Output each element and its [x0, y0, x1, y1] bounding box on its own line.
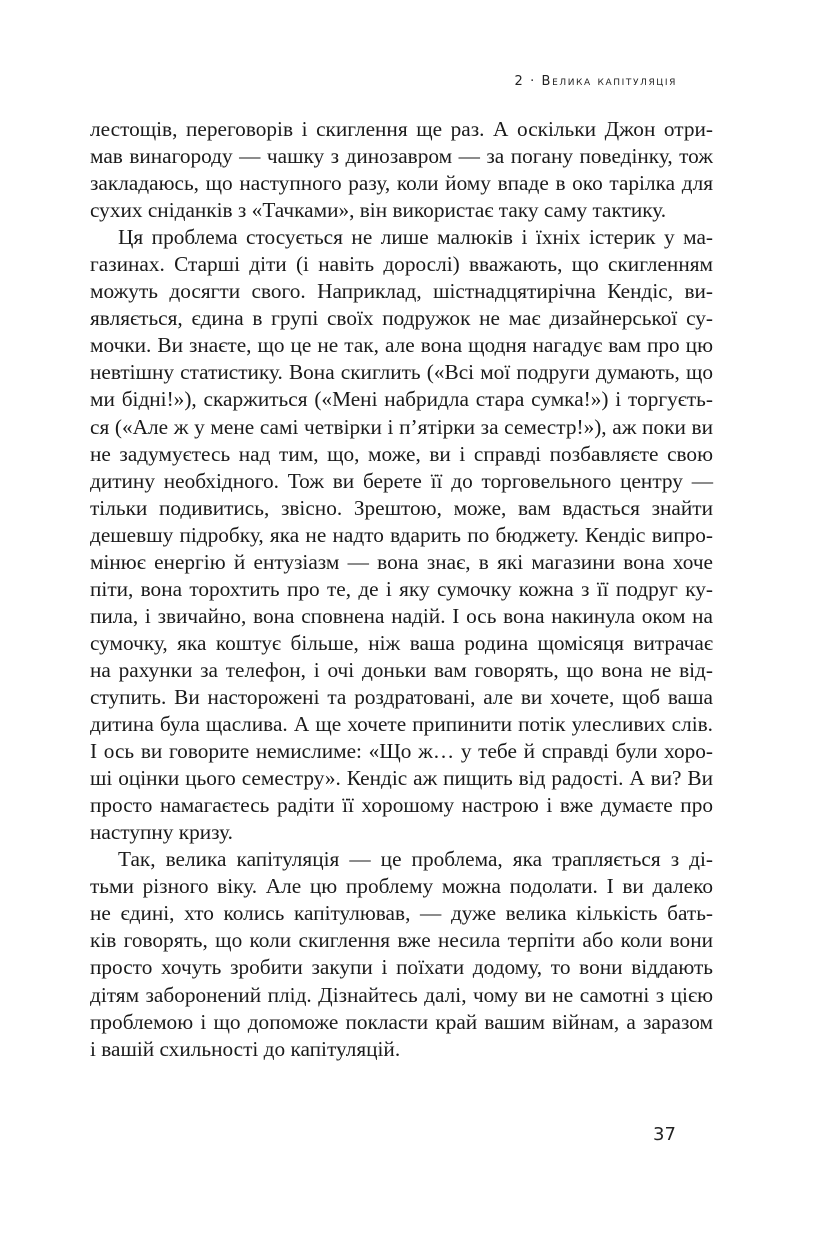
text-line: лестощів, переговорів і скиглення ще раз. А оскільки Джон отри- — [90, 117, 713, 141]
text-line: Ця проблема стосується не лише малюків і їхніх істерик у ма- — [118, 225, 713, 250]
text-line: дитину необхідного. Тож ви берете її до торговельного центру — — [90, 468, 713, 493]
text-line: на рахунки за телефон, і очі доньки вам говорять, що вона не від- — [90, 657, 713, 682]
text-line: мав винагороду — чашку з динозавром — за погану поведінку, тож — [90, 144, 713, 169]
text-line: дешевшу підробку, яка не надто вдарить по бюджету. Кендіс випро- — [90, 522, 713, 547]
text-line: наступну кризу. — [90, 820, 233, 845]
text-line: проблемою і що допоможе покласти край вашим війнам, а заразом — [90, 1009, 713, 1034]
header-separator: · — [530, 74, 536, 89]
text-line: І ось ви говорите немислиме: «Що ж… у тебе й справді були хоро- — [90, 739, 713, 764]
page-number: 37 — [653, 1124, 676, 1145]
text-line: газинах. Старші діти (і навіть дорослі) вважають, що скигленням — [90, 252, 713, 277]
chapter-number: 2 — [514, 74, 525, 89]
text-line: піти, вона торохтить про те, де і яку сумочку кожна з її подруг ку- — [90, 576, 713, 601]
text-line: не задумуєтесь над тим, що, може, ви і справді позбавляєте свою — [90, 441, 713, 466]
text-line: являється, єдина в групі своїх подружок не має дизайнерської су- — [90, 306, 713, 331]
text-line: тільки подивитись, звісно. Зрештою, може, вам вдасться знайти — [90, 495, 713, 520]
text-line: Так, велика капітуляція — це проблема, яка трапляється з ді- — [118, 847, 713, 872]
text-line: просто намагаєтесь радіти її хорошому настрою і вже думаєте про — [90, 793, 713, 818]
text-line: ми бідні!»), скаржиться («Мені набридла стара сумка!») і торгуєть- — [90, 387, 713, 412]
paragraph — [90, 224, 713, 846]
text-line: пила, і звичайно, вона сповнена надій. І ось вона накинула оком на — [90, 603, 713, 628]
text-line: невтішну статистику. Вона скиглить («Всі мої подруги думають, що — [90, 360, 713, 385]
text-line: мочки. Ви знаєте, що це не так, але вона щодня нагадує вам про цю — [90, 333, 713, 358]
text-line: дитина була щаслива. А ще хочете припинити потік улесливих слів. — [90, 712, 713, 737]
paragraph — [90, 846, 713, 1062]
text-line: і вашій схильності до капітуляцій. — [90, 1036, 401, 1061]
text-line: сумочку, яка коштує більше, ніж ваша родина щомісяця витрачає — [90, 630, 713, 655]
text-line: дітям заборонений плід. Дізнайтесь далі, чому ви не самотні з цією — [90, 982, 713, 1007]
text-line: не єдині, хто колись капітулював, — дуже велика кількість бать- — [90, 901, 713, 926]
paragraph — [90, 116, 713, 224]
text-line: сухих сніданків з «Тачками», він використає таку саму тактику. — [90, 198, 667, 223]
text-line: просто хочуть зробити закупи і поїхати додому, то вони віддають — [90, 955, 713, 980]
chapter-title: Велика капітуляція — [541, 74, 677, 89]
text-line: закладаюсь, що наступного разу, коли йому впаде в око тарілка для — [90, 171, 713, 196]
body-text — [90, 116, 713, 1063]
text-line: тьми різного віку. Але цю проблему можна подолати. І ви далеко — [90, 874, 713, 899]
text-line: ступить. Ви насторожені та роздратовані, але ви хочете, щоб ваша — [90, 684, 713, 709]
text-line: мінює енергію й ентузіазм — вона знає, в які магазини вона хоче — [90, 549, 713, 574]
text-line: ків говорять, що коли скиглення вже несила терпіти або коли вони — [90, 928, 713, 953]
text-line: ші оцінки цього семестру». Кендіс аж пищить від радості. А ви? Ви — [90, 766, 713, 791]
text-line: можуть досягти свого. Наприклад, шістнадцятирічна Кендіс, ви- — [90, 279, 713, 304]
text-line: ся («Але ж у мене самі четвірки і п’ятірки за семестр!»), аж поки ви — [90, 414, 713, 439]
running-header — [514, 74, 677, 89]
